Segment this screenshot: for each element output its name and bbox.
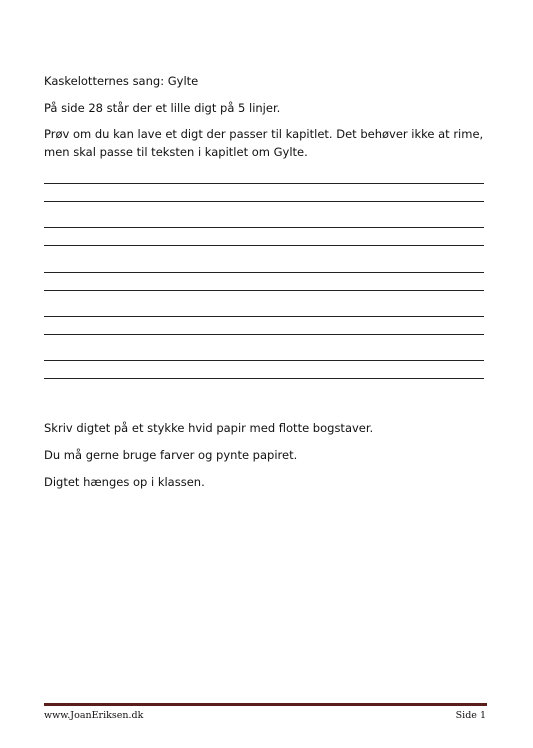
instruction-text: Prøv om du kan lave et digt der passer til kapitlet. Det behøver ikke at rime, men skal passe til teksten i kapitlet om Gylte. — [44, 127, 484, 159]
instruction-colors: Du må gerne bruge farver og pynte papiret. — [44, 448, 298, 462]
writing-line-6 — [44, 290, 484, 291]
writing-line-8 — [44, 334, 484, 335]
writing-line-5 — [44, 272, 484, 273]
writing-line-4 — [44, 245, 484, 246]
worksheet-title: Kaskelotternes sang: Gylte — [44, 74, 199, 88]
footer-website: www.JoanEriksen.dk — [44, 710, 144, 721]
footer-rule — [44, 703, 487, 706]
footer-page-number: Side 1 — [455, 710, 486, 721]
writing-line-9 — [44, 360, 484, 361]
writing-line-1 — [44, 183, 484, 184]
instruction-hang-up: Digtet hænges op i klassen. — [44, 475, 205, 489]
intro-text: På side 28 står der et lille digt på 5 linjer. — [44, 101, 281, 115]
instruction-write-on-paper: Skriv digtet på et stykke hvid papir med flotte bogstaver. — [44, 421, 374, 435]
writing-line-2 — [44, 201, 484, 202]
writing-line-7 — [44, 316, 484, 317]
writing-line-10 — [44, 378, 484, 379]
writing-line-3 — [44, 227, 484, 228]
